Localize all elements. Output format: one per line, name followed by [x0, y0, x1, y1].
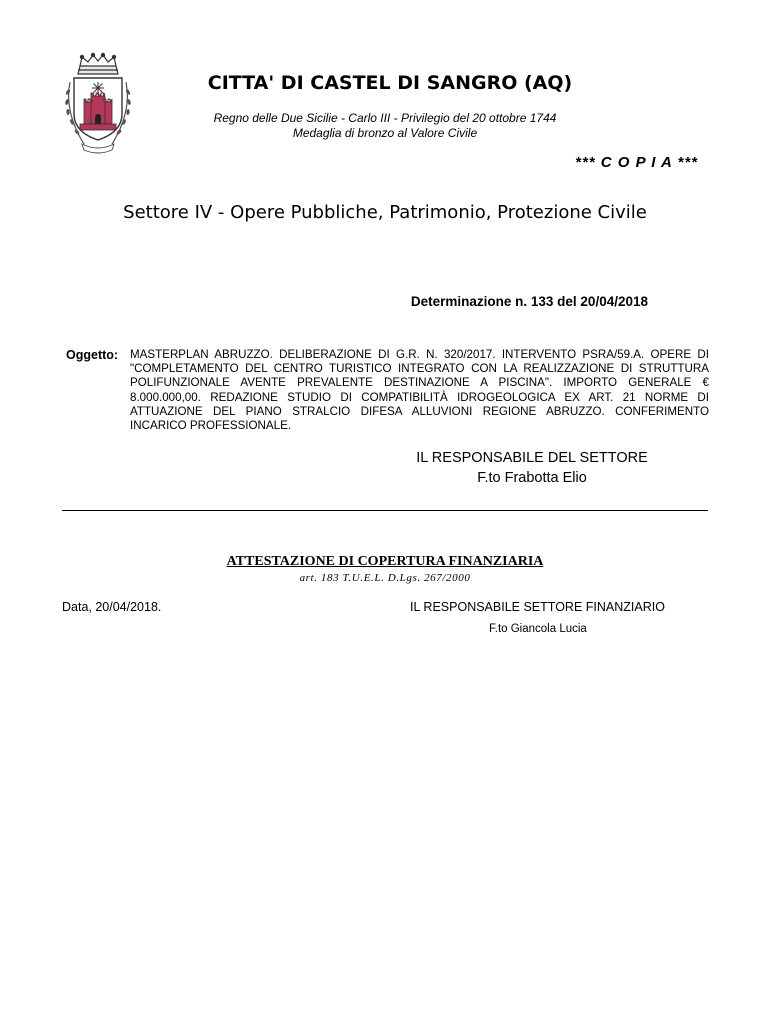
- city-title: CITTA' DI CASTEL DI SANGRO (AQ): [207, 72, 573, 94]
- attestation-title: ATTESTAZIONE DI COPERTURA FINANZIARIA: [226, 554, 544, 569]
- section-divider: [62, 510, 708, 511]
- responsible-signature: F.to Frabotta Elio: [477, 470, 587, 486]
- coat-of-arms-icon: [60, 52, 136, 156]
- attestation-subtitle: art. 183 T.U.E.L. D.Lgs. 267/2000: [299, 572, 471, 584]
- finance-responsible-title: IL RESPONSABILE SETTORE FINANZIARIO: [410, 600, 665, 614]
- attestation-date: Data, 20/04/2018.: [62, 600, 162, 614]
- finance-responsible-signature: F.to Giancola Lucia: [489, 623, 587, 635]
- determination-number: Determinazione n. 133 del 20/04/2018: [410, 294, 648, 309]
- responsible-title: IL RESPONSABILE DEL SETTORE: [416, 450, 648, 466]
- copy-mark: *** C O P I A ***: [575, 154, 698, 171]
- subtitle-line-2: Medaglia di bronzo al Valore Civile: [292, 126, 478, 140]
- subject-label: Oggetto:: [66, 348, 119, 362]
- sector-title: Settore IV - Opere Pubbliche, Patrimonio, Protezione Civile: [123, 202, 647, 223]
- subtitle-line-1: Regno delle Due Sicilie - Carlo III - Privilegio del 20 ottobre 1744: [213, 111, 557, 125]
- subject-text: MASTERPLAN ABRUZZO. DELIBERAZIONE DI G.R. N. 320/2017. INTERVENTO PSRA/59.A. OPERE DI "COMPLETAMENTO DEL CENTRO TURISTICO INTEGRATO CON LA REALIZZAZIONE DI STRUTTURA POLIFUNZIONALE AVENTE PREVALENTE DESTINAZIONE A PISCINA". IMPORTO GENERALE € 8.000.000,00. REDAZIONE STUDIO DI COMPATIBILITÀ IDROGEOLOGICA EX ART. 21 NORME DI ATTUAZIONE DEL PIANO STRALCIO DIFESA ALLUVIONI REGIONE ABRUZZO. CONFERIMENTO INCARICO PROFESSIONALE.: [130, 348, 709, 433]
